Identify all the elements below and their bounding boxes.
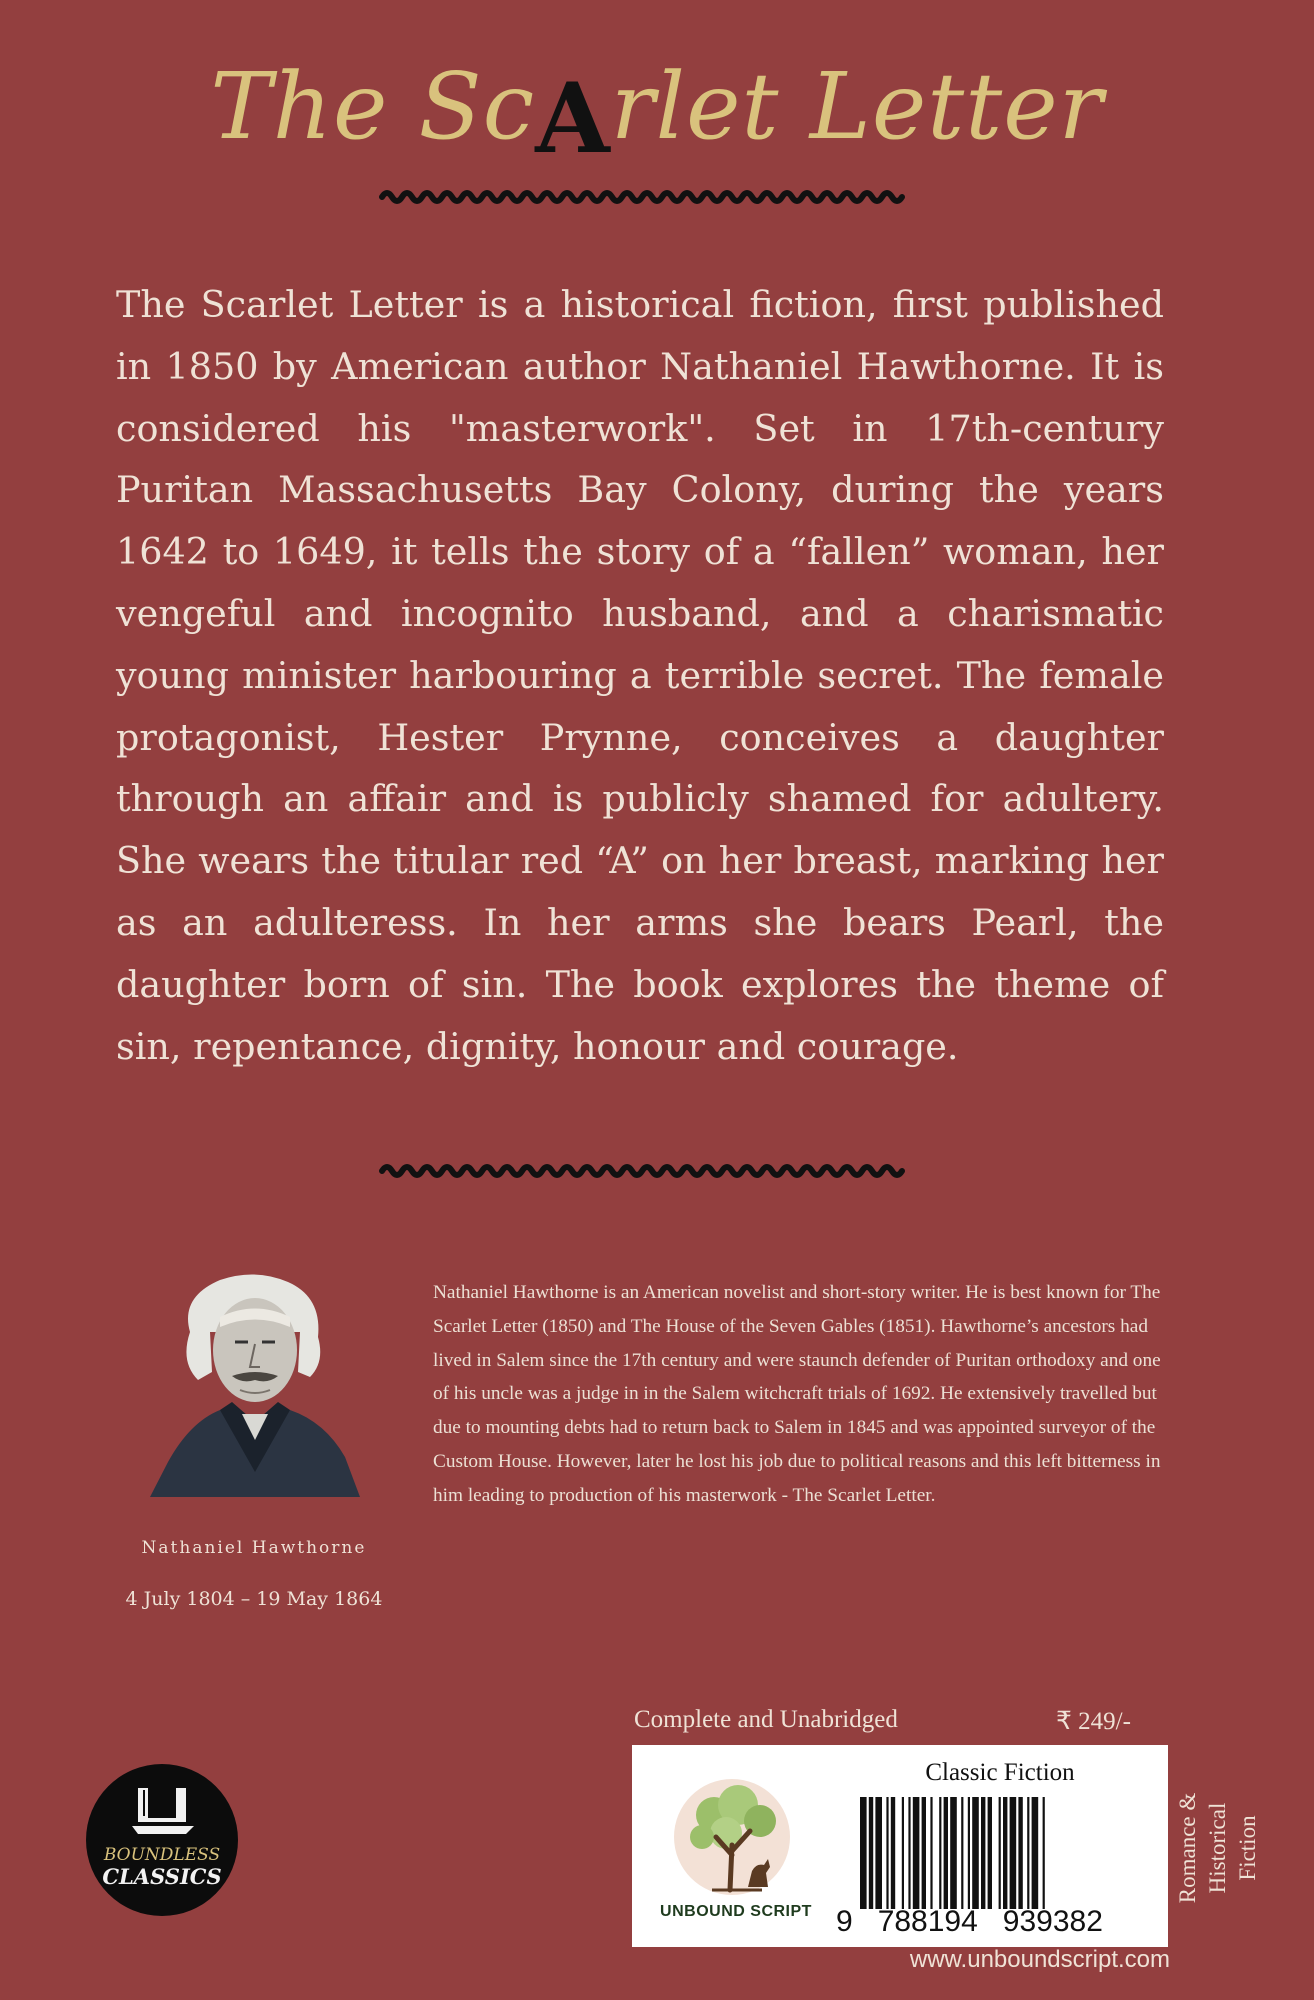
barcode-bar (939, 1797, 941, 1909)
author-bio: Nathaniel Hawthorne is an American novelist and short-story writer. He is best known for The Scarlet Letter (1850) and The House of the Seven Gables (1851). Hawthorne’s ancestors had lived in Salem since the 17th century and were staunch defender of Puritan orthodoxy and one of his uncle was a judge in in the Salem witchcraft trials of 1692. He extensively travelled but due to mounting debts had to return back to Salem in 1845 and was appointed surveyor of the Custom House. However, later he lost his job due to political reasons and this left bitterness in him leading to production of his masterwork - The Scarlet Letter. (433, 1282, 1161, 1506)
barcode-bar (1043, 1797, 1045, 1909)
barcode-bars (860, 1797, 1122, 1909)
imprint-line-1: BOUNDLESS (103, 1845, 221, 1865)
imprint-line-2: CLASSICS (102, 1864, 222, 1889)
barcode-bar (908, 1797, 910, 1909)
barcode-bar (1032, 1797, 1039, 1909)
wavy-divider-bottom (378, 1160, 906, 1182)
barcode-bar (891, 1797, 895, 1909)
barcode-bar (1018, 1797, 1022, 1909)
tree-logo-icon (672, 1775, 792, 1905)
barcode-bar (860, 1797, 867, 1909)
genre-label: Classic Fiction (925, 1759, 1075, 1786)
barcode-bar (981, 1797, 985, 1909)
category-vertical (1168, 1748, 1268, 1948)
edition-label: Complete and Unabridged (634, 1706, 898, 1733)
barcode-bar (944, 1797, 948, 1909)
book-title (0, 48, 1314, 175)
title-part-1: The Sc (210, 53, 536, 160)
wavy-divider-top (378, 186, 906, 208)
website-link[interactable]: www.unboundscript.com (909, 1946, 1170, 1973)
price-label: ₹ 249/- (1056, 1708, 1131, 1735)
barcode-bar (913, 1797, 920, 1909)
barcode-bar (961, 1797, 963, 1909)
category-line-1: Romance & (1175, 1792, 1200, 1904)
barcode-bar (922, 1797, 926, 1909)
barcode-panel (632, 1745, 1168, 1947)
barcode-bar (999, 1797, 1001, 1909)
barcode-bar (930, 1797, 932, 1909)
synopsis-text: The Scarlet Letter is a historical fiction, first published in 1850 by American author Nathaniel Hawthorne. It is considered his "masterwork". Set in 17th-century Puritan Massachusetts Bay Colony, during the years 1642 to 1649, it tells the story of a “fallen” woman, her vengeful and incognito husband, and a charismatic young minister harbouring a terrible secret. The female protagonist, Hester Prynne, conceives a daughter through an affair and is publicly shamed for adultery. She wears the titular red “A” on her breast, marking her as an adulteress. In her arms she bears Pearl, the daughter born of sin. The book explores the theme of sin, repentance, dignity, honour and courage. (116, 283, 1164, 1068)
barcode-bar (902, 1797, 904, 1909)
isbn-number: 9 788194 939382 (836, 1905, 1103, 1938)
barcode-bar (875, 1797, 882, 1909)
author-dates: 4 July 1804 – 19 May 1864 (125, 1588, 383, 1610)
author-portrait (150, 1272, 360, 1497)
barcode-bar (1003, 1797, 1007, 1909)
barcode-bar (950, 1797, 957, 1909)
title-scarlet-a: A (535, 62, 611, 175)
category-line-3: Fiction (1235, 1815, 1260, 1881)
category-line-2: Historical (1205, 1802, 1230, 1894)
author-name: Nathaniel Hawthorne (141, 1538, 367, 1558)
barcode-bar (1010, 1797, 1017, 1909)
barcode-bar (1027, 1797, 1029, 1909)
imprint-logo (82, 1760, 242, 1920)
barcode-bar (972, 1797, 979, 1909)
barcode-bar (869, 1797, 873, 1909)
barcode-bar (968, 1797, 970, 1909)
publisher-name: UNBOUND SCRIPT (660, 1903, 812, 1920)
barcode-bar (988, 1797, 992, 1909)
barcode-bar (886, 1797, 888, 1909)
title-part-2: rlet Letter (610, 53, 1104, 160)
